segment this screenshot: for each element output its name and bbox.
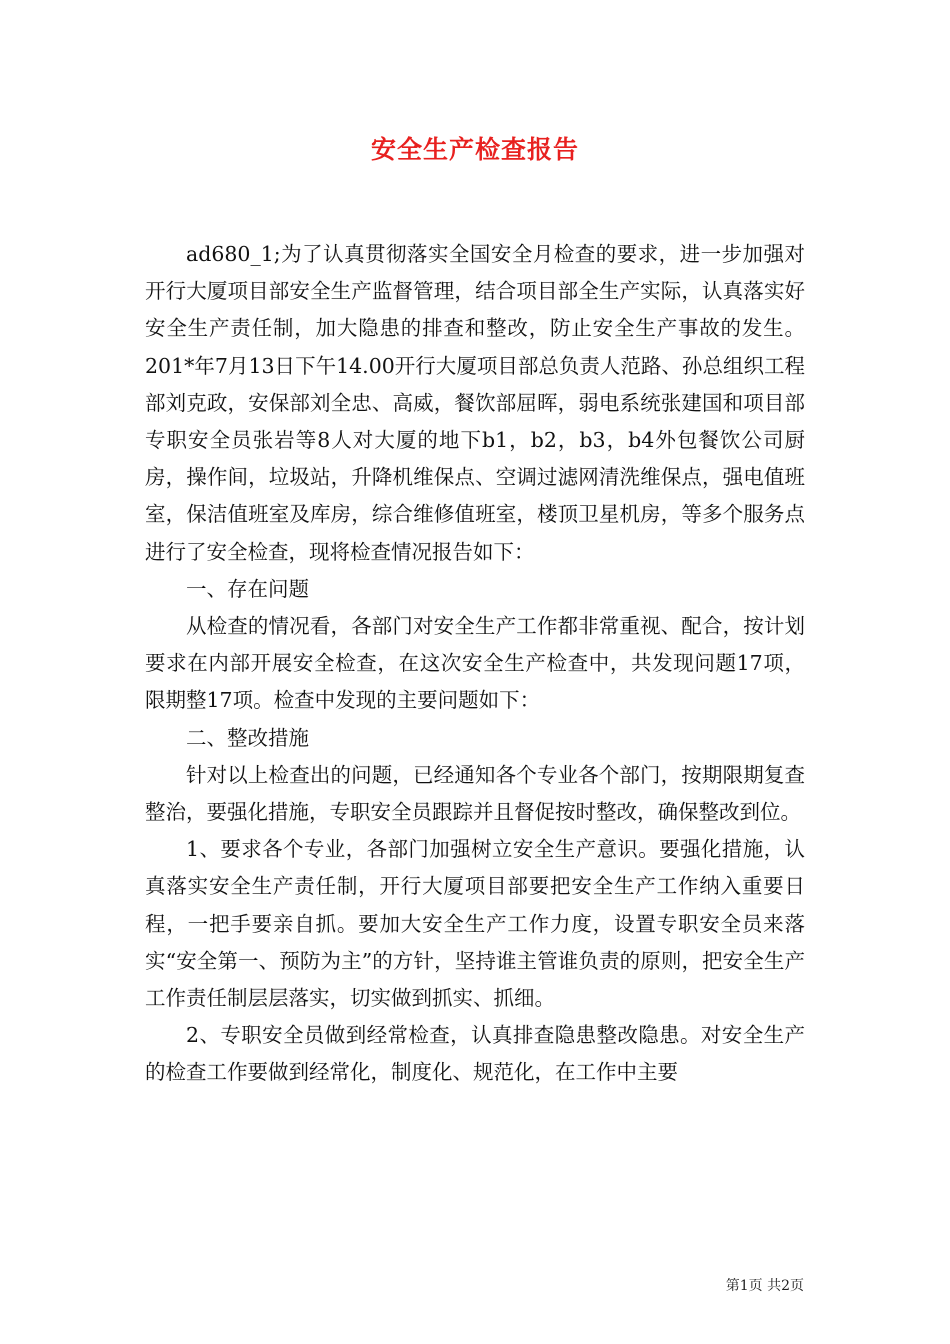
section-heading-problems: 一、存在问题 (186, 576, 309, 601)
paragraph-intro: ad680_1;为了认真贯彻落实全国安全月检查的要求，进一步加强对开行大厦项目部安全生产监督管理，结合项目部全生产实际，认真落实好安全生产责任制，加大隐患的排查和整改，防止安全生产事故的发生。201*年7月13日下午14.00开行大厦项目部总负责人范路、孙总组织工程部刘克政，安保部刘全忠、高威，餐饮部屈晖，弱电系统张建国和项目部专职安全员张岩等8人对大厦的地下b1，b2，b3，b4外包餐饮公司厨房，操作间，垃圾站，升降机维保点、空调过滤网清洗维保点，强电值班室，保洁值班室及库房，综合维修值班室，楼顶卫星机房，等多个服务点进行了安全检查，现将检查情况报告如下： (145, 242, 805, 564)
document-body (145, 236, 805, 1092)
paragraph-measure-2: 2、专职安全员做到经常检查，认真排查隐患整改隐患。对安全生产的检查工作要做到经常化，制度化、规范化，在工作中主要 (145, 1023, 805, 1085)
paragraph-measure-1: 1、要求各个专业，各部门加强树立安全生产意识。要强化措施，认真落实安全生产责任制，开行大厦项目部要把安全生产工作纳入重要日程，一把手要亲自抓。要加大安全生产工作力度，设置专职安全员来落实“安全第一、预防为主”的方针，坚持谁主管谁负责的原则，把安全生产工作责任制层层落实，切实做到抓实、抓细。 (145, 837, 805, 1011)
paragraph-problems: 从检查的情况看，各部门对安全生产工作都非常重视、配合，按计划要求在内部开展安全检查，在这次安全生产检查中，共发现问题17项，限期整17项。检查中发现的主要问题如下： (145, 614, 805, 713)
document-title: 安全生产检查报告 (370, 135, 579, 164)
page-number-footer: 第1页 共2页 (725, 1278, 804, 1294)
paragraph-measures: 针对以上检查出的问题，已经通知各个专业各个部门，按期限期复查整治，要强化措施，专职安全员跟踪并且督促按时整改，确保整改到位。 (145, 762, 805, 825)
section-heading-measures: 二、整改措施 (186, 725, 309, 750)
